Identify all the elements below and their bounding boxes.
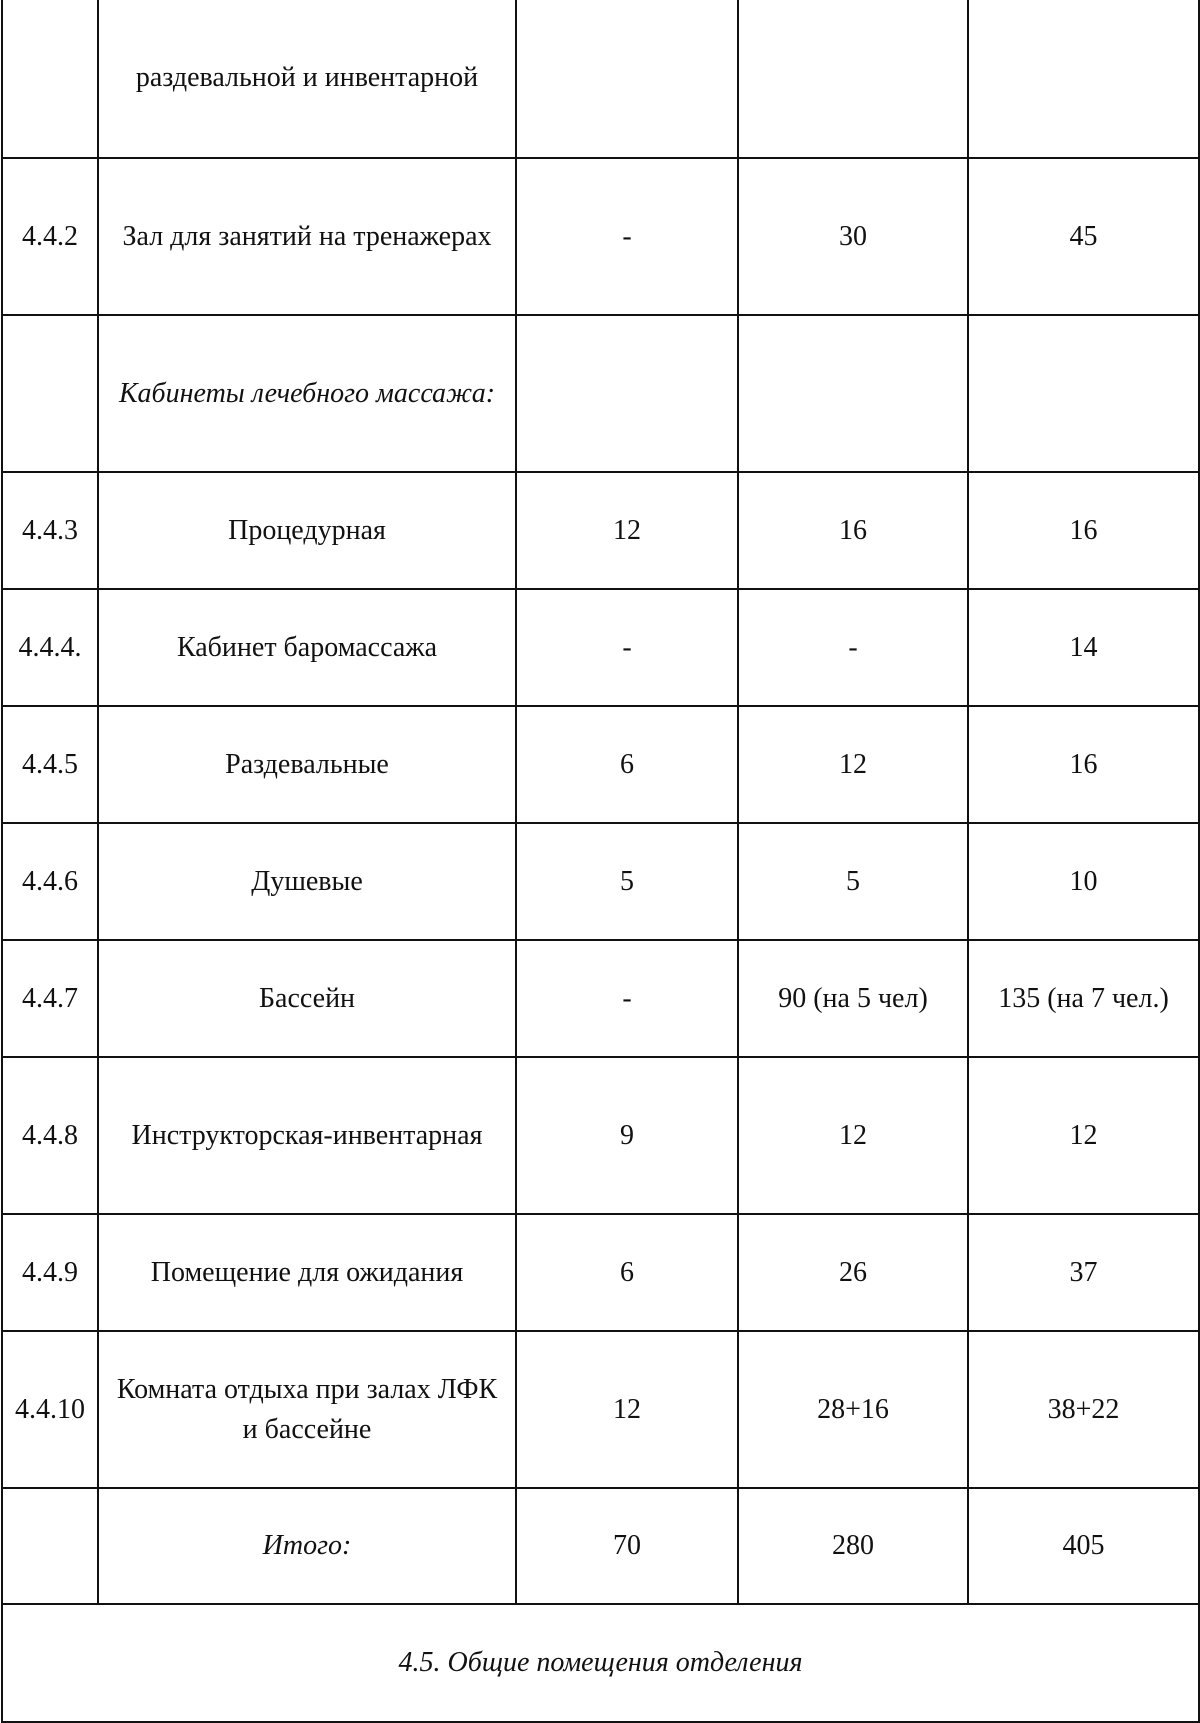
- value-col2: 26: [738, 1214, 968, 1331]
- row-number: 4.4.2: [2, 158, 98, 315]
- table-row: [2, 706, 1199, 823]
- table-row: [2, 1214, 1199, 1331]
- value-col3: 135 (на 7 чел.): [968, 940, 1199, 1057]
- value-col1: 6: [516, 1214, 738, 1331]
- value-col1: 12: [516, 1331, 738, 1488]
- table-row: [2, 940, 1199, 1057]
- value-col2: 16: [738, 472, 968, 589]
- row-number: 4.4.3: [2, 472, 98, 589]
- section-heading-row: [2, 1604, 1199, 1722]
- total-col3: 405: [968, 1488, 1199, 1604]
- value-col2: [738, 0, 968, 158]
- value-col2: 12: [738, 1057, 968, 1214]
- room-name: Зал для занятий на тренажерах: [98, 158, 516, 315]
- value-col2: 90 (на 5 чел): [738, 940, 968, 1057]
- value-col1: -: [516, 589, 738, 706]
- section-heading: 4.5. Общие помещения отделения: [2, 1604, 1199, 1722]
- value-col3: 16: [968, 706, 1199, 823]
- value-col1: 9: [516, 1057, 738, 1214]
- room-group-heading: Кабинеты лечебного массажа:: [98, 315, 516, 472]
- value-col3: [968, 315, 1199, 472]
- total-col2: 280: [738, 1488, 968, 1604]
- table-row: [2, 0, 1199, 158]
- room-name: Бассейн: [98, 940, 516, 1057]
- value-col1: [516, 0, 738, 158]
- row-number: 4.4.4.: [2, 589, 98, 706]
- value-col2: 12: [738, 706, 968, 823]
- table-row: [2, 589, 1199, 706]
- room-name: Инструкторская-инвентарная: [98, 1057, 516, 1214]
- row-number: 4.4.6: [2, 823, 98, 940]
- value-col2: -: [738, 589, 968, 706]
- value-col3: 16: [968, 472, 1199, 589]
- room-name: Душевые: [98, 823, 516, 940]
- value-col3: 10: [968, 823, 1199, 940]
- row-number: [2, 315, 98, 472]
- value-col1: 5: [516, 823, 738, 940]
- value-col3: 14: [968, 589, 1199, 706]
- row-number: 4.4.7: [2, 940, 98, 1057]
- table-row: [2, 1331, 1199, 1488]
- value-col2: [738, 315, 968, 472]
- value-col1: -: [516, 940, 738, 1057]
- table-row: [2, 472, 1199, 589]
- room-name: раздевальной и инвентарной: [98, 0, 516, 158]
- value-col2: 28+16: [738, 1331, 968, 1488]
- value-col2: 5: [738, 823, 968, 940]
- table-row: [2, 1057, 1199, 1214]
- value-col1: 12: [516, 472, 738, 589]
- row-number: 4.4.5: [2, 706, 98, 823]
- total-row: [2, 1488, 1199, 1604]
- table-row: [2, 315, 1199, 472]
- row-number: 4.4.9: [2, 1214, 98, 1331]
- value-col3: 12: [968, 1057, 1199, 1214]
- row-number: 4.4.10: [2, 1331, 98, 1488]
- value-col1: [516, 315, 738, 472]
- row-number: [2, 0, 98, 158]
- room-name: Помещение для ожидания: [98, 1214, 516, 1331]
- room-name: Раздевальные: [98, 706, 516, 823]
- room-name: Процедурная: [98, 472, 516, 589]
- table-row: [2, 158, 1199, 315]
- value-col1: -: [516, 158, 738, 315]
- value-col3: 37: [968, 1214, 1199, 1331]
- row-number: 4.4.8: [2, 1057, 98, 1214]
- room-name: Комната отдыха при залах ЛФК и бассейне: [98, 1331, 516, 1488]
- total-col1: 70: [516, 1488, 738, 1604]
- total-label: Итого:: [98, 1488, 516, 1604]
- value-col2: 30: [738, 158, 968, 315]
- value-col3: 45: [968, 158, 1199, 315]
- room-name: Кабинет баромассажа: [98, 589, 516, 706]
- table-row: [2, 823, 1199, 940]
- value-col3: [968, 0, 1199, 158]
- value-col1: 6: [516, 706, 738, 823]
- value-col3: 38+22: [968, 1331, 1199, 1488]
- room-area-table: [1, 0, 1200, 1723]
- row-number: [2, 1488, 98, 1604]
